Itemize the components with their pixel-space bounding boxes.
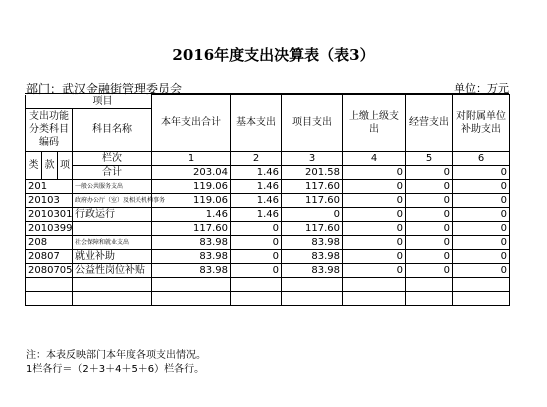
row-basic: 0 [231,235,282,249]
note-line-1: 注：本表反映部门本年度各项支出情况。 [26,350,206,361]
row-business [406,277,453,291]
row-total [152,277,231,291]
row-business: 0 [406,193,453,207]
row-business: 0 [406,179,453,193]
row-project: 117.60 [282,221,343,235]
header-xiang: 项 [58,151,73,179]
header-remit-upper: 上缴上级支出 [343,95,406,152]
row-upper: 0 [343,263,406,277]
row-name: 一般公共服务支出 [73,179,152,193]
row-project [282,277,343,291]
row-subsidy: 0 [453,193,510,207]
row-upper: 0 [343,207,406,221]
row-code: 2010301 [26,207,73,221]
header-subject-name: 科目名称 [73,108,152,151]
note-line-2: 1栏各行＝（2＋3＋4＋5＋6）栏各行。 [26,364,205,375]
header-total: 本年支出合计 [152,95,231,152]
row-project: 201.58 [282,165,343,179]
header-business: 经营支出 [406,95,453,152]
row-business: 0 [406,235,453,249]
row-name [73,221,152,235]
row-project: 83.98 [282,249,343,263]
row-project: 83.98 [282,235,343,249]
row-subsidy: 0 [453,179,510,193]
header-col3: 3 [282,151,343,165]
table-row [26,263,510,277]
table-row [26,179,510,193]
row-code: 208 [26,235,73,249]
row-subsidy [453,277,510,291]
row-project: 0 [282,207,343,221]
row-basic: 1.46 [231,193,282,207]
row-code [26,277,73,291]
row-code: 20103 [26,193,73,207]
row-code: 201 [26,179,73,193]
header-col6: 6 [453,151,510,165]
header-row-lanci [26,151,510,165]
row-total: 83.98 [152,263,231,277]
row-basic: 1.46 [231,165,282,179]
row-name: 政府办公厅（室）及相关机构事务 [73,193,152,207]
row-total: 117.60 [152,221,231,235]
header-basic: 基本支出 [231,95,282,152]
row-subsidy: 0 [453,207,510,221]
row-subsidy: 0 [453,235,510,249]
row-name: 就业补助 [73,249,152,263]
table-row [26,249,510,263]
header-func-class-code: 支出功能分类科目编码 [26,108,73,151]
row-basic: 0 [231,221,282,235]
row-subsidy: 0 [453,221,510,235]
row-upper: 0 [343,221,406,235]
table-row-empty [26,277,510,291]
row-code: 2080705 [26,263,73,277]
row-subsidy: 0 [453,165,510,179]
row-upper: 0 [343,165,406,179]
row-upper: 0 [343,249,406,263]
table-row-empty [26,291,510,305]
row-basic [231,291,282,305]
unit-label: 单位：万元 [454,82,509,95]
row-name [73,291,152,305]
header-lanci: 栏次 [73,151,152,165]
row-project: 117.60 [282,179,343,193]
row-basic: 1.46 [231,207,282,221]
row-upper: 0 [343,179,406,193]
row-subsidy: 0 [453,249,510,263]
row-project: 83.98 [282,263,343,277]
header-lei: 类 [26,151,42,179]
row-business: 0 [406,165,453,179]
header-col5: 5 [406,151,453,165]
table-row [26,221,510,235]
row-business: 0 [406,249,453,263]
row-total [152,291,231,305]
row-upper: 0 [343,235,406,249]
row-total: 83.98 [152,249,231,263]
row-name: 行政运行 [73,207,152,221]
row-total: 83.98 [152,235,231,249]
row-code: 2010399 [26,221,73,235]
row-name [73,277,152,291]
row-project [282,291,343,305]
table-row-total [26,165,510,179]
row-code: 20807 [26,249,73,263]
header-subsidy-lower: 对附属单位补助支出 [453,95,510,152]
row-upper: 0 [343,193,406,207]
table-row [26,235,510,249]
row-name: 社会保障和就业支出 [73,235,152,249]
table-top-border [25,93,509,94]
page-title: 2016年度支出决算表（表3） [172,46,375,64]
row-upper [343,277,406,291]
row-total: 119.06 [152,193,231,207]
row-upper [343,291,406,305]
expenditure-table [25,94,510,306]
row-project: 117.60 [282,193,343,207]
row-subsidy [453,291,510,305]
row-basic: 0 [231,263,282,277]
row-business: 0 [406,263,453,277]
row-basic: 1.46 [231,179,282,193]
row-total: 203.04 [152,165,231,179]
row-business: 0 [406,221,453,235]
header-project: 项目支出 [282,95,343,152]
header-row-item [26,95,510,109]
row-subsidy: 0 [453,263,510,277]
header-item: 项目 [26,95,152,109]
row-business: 0 [406,207,453,221]
row-basic [231,277,282,291]
row-basic: 0 [231,249,282,263]
department-label: 部门：武汉金融街管理委员会 [26,82,183,96]
row-business [406,291,453,305]
row-name: 合计 [73,165,152,179]
header-col4: 4 [343,151,406,165]
row-name: 公益性岗位补贴 [73,263,152,277]
row-code [26,291,73,305]
header-col1: 1 [152,151,231,165]
table-row [26,193,510,207]
row-total: 1.46 [152,207,231,221]
header-col2: 2 [231,151,282,165]
table-row [26,207,510,221]
header-kuan: 款 [42,151,58,179]
row-total: 119.06 [152,179,231,193]
